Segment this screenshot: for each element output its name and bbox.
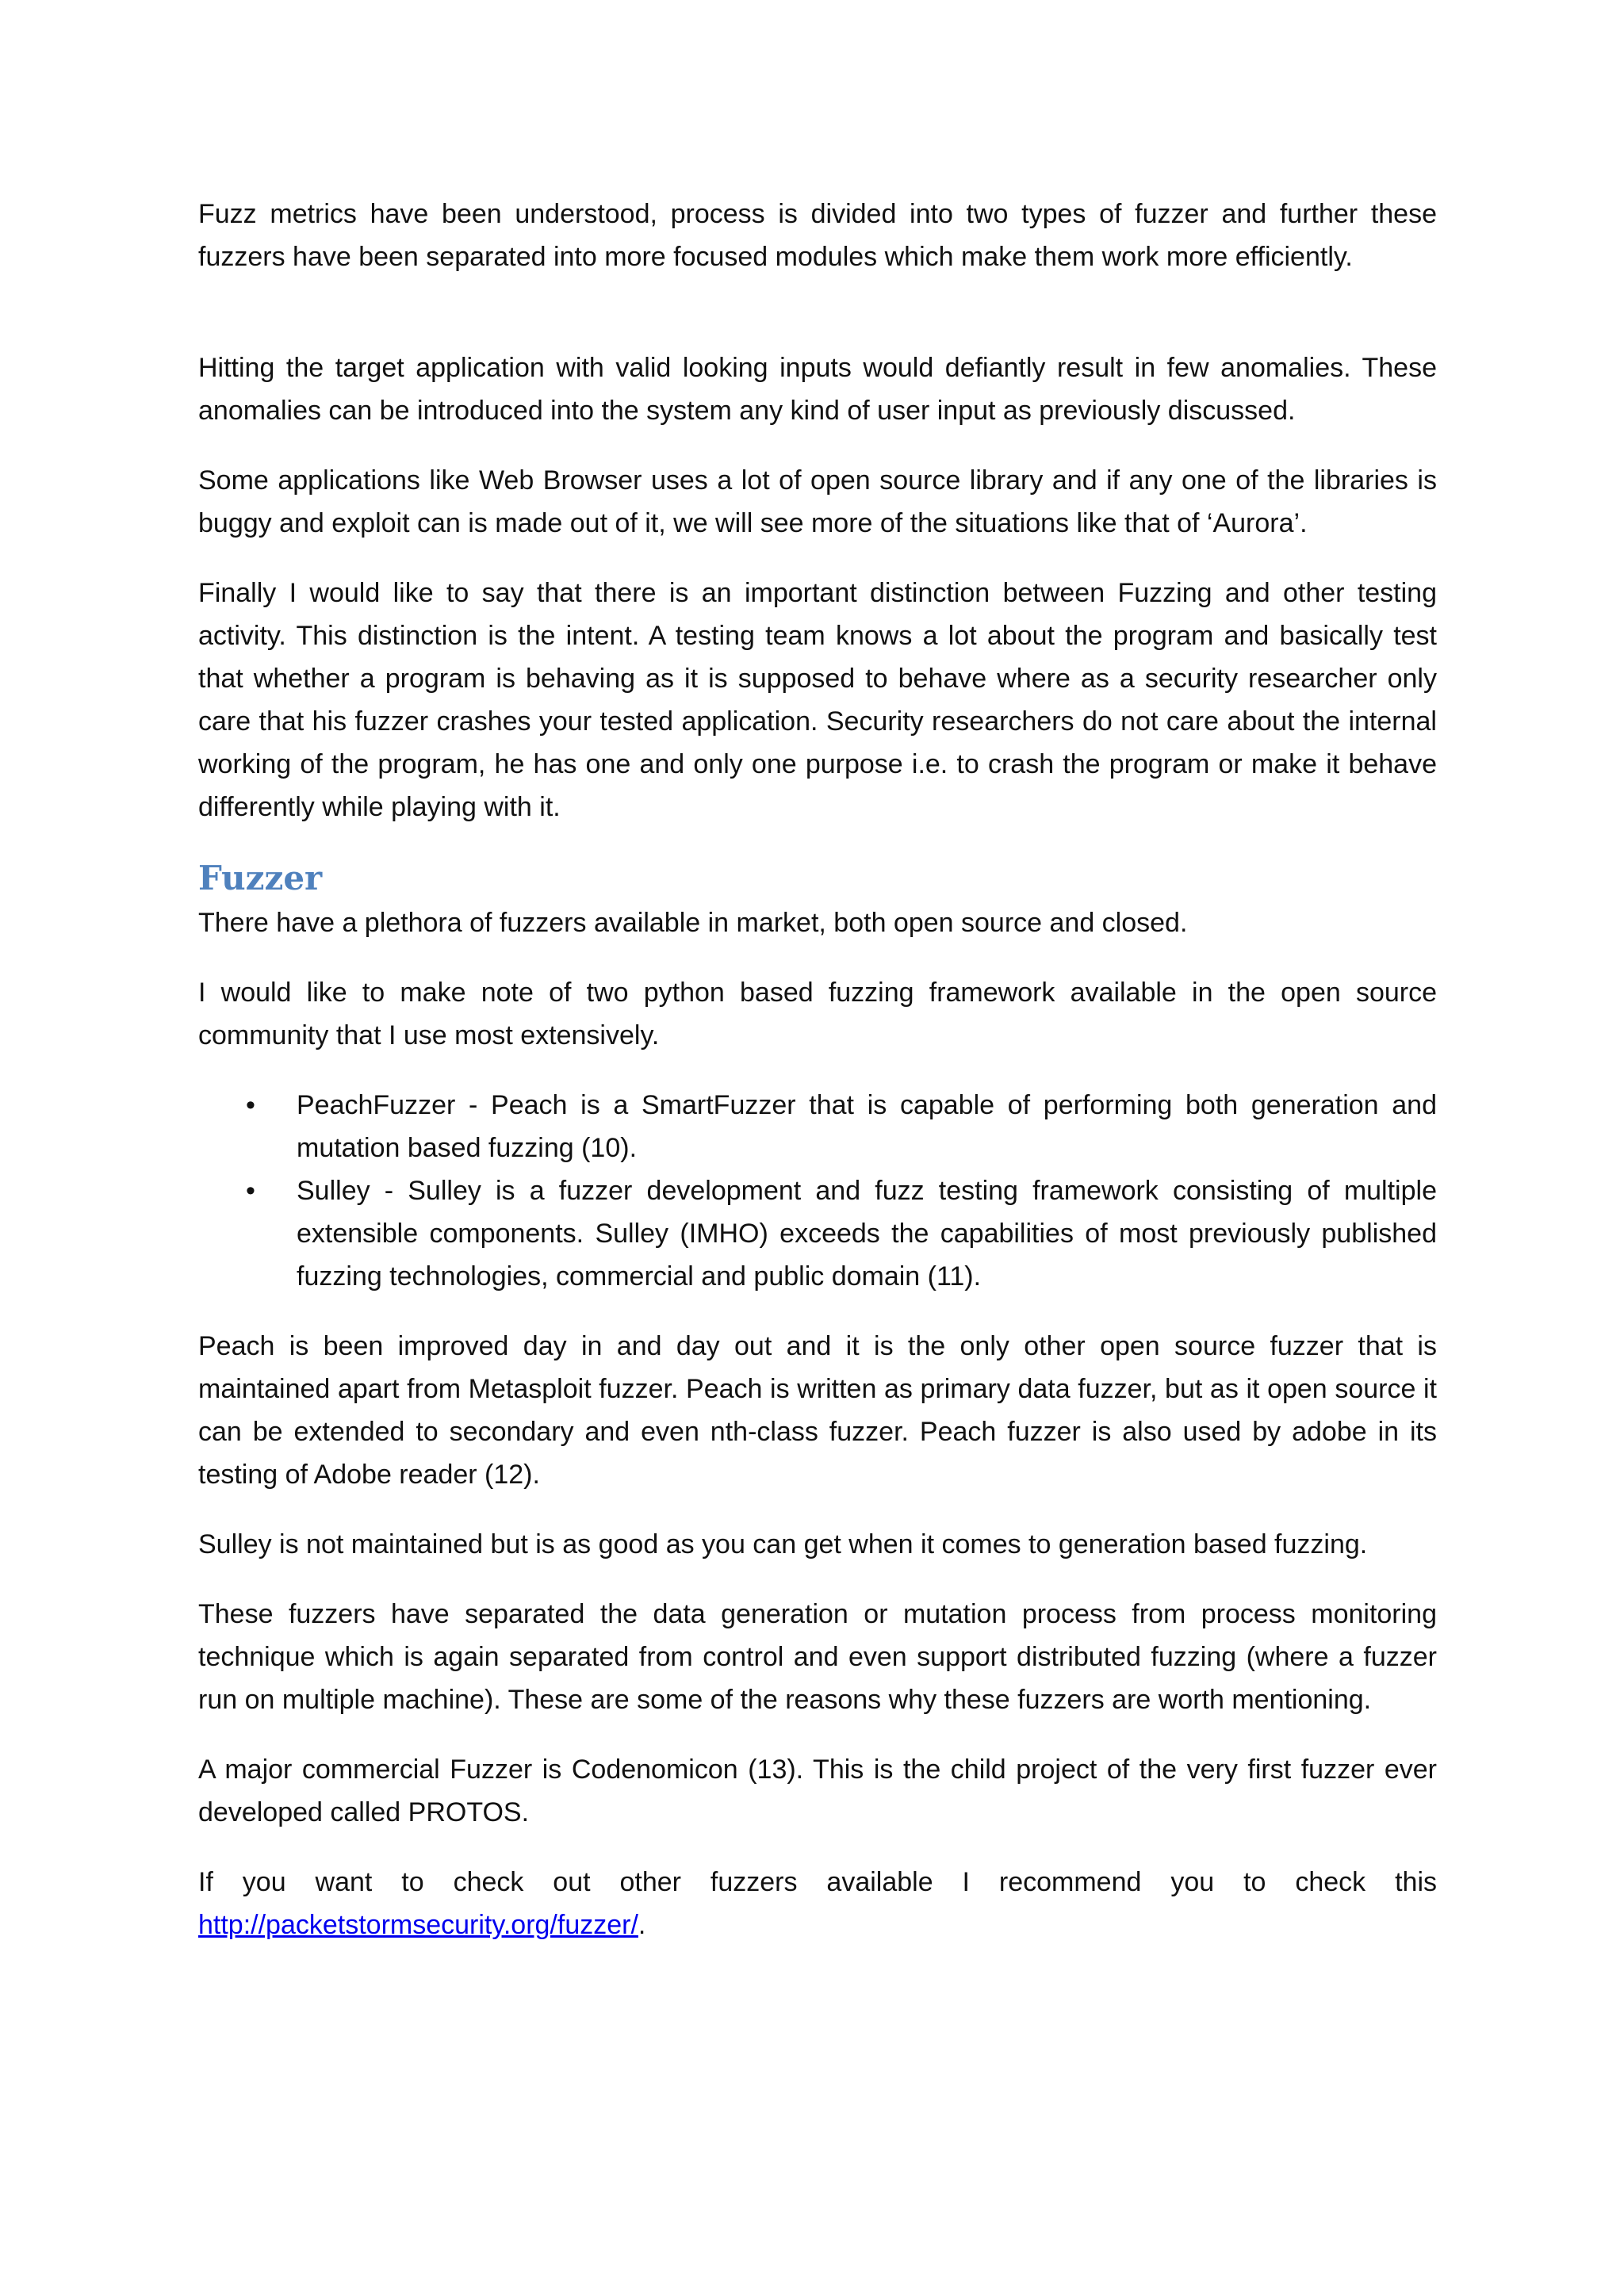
paragraph-peach: Peach is been improved day in and day out and it is the only other open source fuzzer that is maintained apart from Metasploit fuzzer. Peach is written as primary data fuzzer, but as it open source it can be extended to secondary and even nth-class fuzzer. Peach fuzzer is also used by adobe in its testing of Adobe reader (12). — [198, 1331, 1437, 1490]
list-item-peachfuzzer — [198, 1084, 1437, 1169]
link-suffix: . — [638, 1910, 646, 1940]
list-item-sulley — [198, 1169, 1437, 1298]
paragraph-separation: These fuzzers have separated the data generation or mutation process from process monitoring technique which is again separated from control and even support distributed fuzzing (where a fuzzer run on multiple machine). These are some of the reasons why these fuzzers are worth mentioning. — [198, 1599, 1437, 1715]
paragraph-plethora: There have a plethora of fuzzers available in market, both open source and closed. — [198, 908, 1188, 938]
fuzzer-list — [198, 1084, 1437, 1298]
bullet-icon: • — [246, 1090, 255, 1120]
paragraph-python-frameworks: I would like to make note of two python based fuzzing framework available in the open source community that I use most extensively. — [198, 978, 1437, 1050]
packetstorm-link[interactable]: http://packetstormsecurity.org/fuzzer/ — [198, 1910, 638, 1940]
paragraph-distinction: Finally I would like to say that there is an important distinction between Fuzzing and other testing activity. This distinction is the intent. A testing team knows a lot about the program and basically test that whether a program is behaving as it is supposed to behave where as a security researcher only care that his fuzzer crashes your tested application. Security researchers do not care about the internal working of the program, he has one and only one purpose i.e. to crash the program or make it behave differently while playing with it. — [198, 578, 1437, 822]
paragraph-sulley: Sulley is not maintained but is as good as you can get when it comes to generation based fuzzing. — [198, 1529, 1368, 1559]
paragraph-fuzz-metrics: Fuzz metrics have been understood, process is divided into two types of fuzzer and further these fuzzers have been separated into more focused modules which make them work more efficiently. — [198, 199, 1437, 272]
paragraph-check-fuzzers — [198, 1861, 1437, 1946]
bullet-icon: • — [246, 1176, 255, 1206]
list-item-text: PeachFuzzer - Peach is a SmartFuzzer that is capable of performing both generation and mutation based fuzzing (10). — [297, 1090, 1437, 1163]
paragraph-valid-inputs: Hitting the target application with valid looking inputs would defiantly result in few anomalies. These anomalies can be introduced into the system any kind of user input as previously discussed. — [198, 353, 1437, 426]
check-text: If you want to check out other fuzzers available I recommend you to check this — [198, 1867, 1437, 1897]
section-heading-fuzzer: Fuzzer — [198, 859, 323, 897]
paragraph-commercial: A major commercial Fuzzer is Codenomicon (13). This is the child project of the very first fuzzer ever developed called PROTOS. — [198, 1755, 1437, 1827]
list-item-text: Sulley - Sulley is a fuzzer development and fuzz testing framework consisting of multiple extensible components. Sulley (IMHO) exceeds the capabilities of most previously published fuzzing technologies, commercial and public domain (11). — [297, 1176, 1437, 1292]
paragraph-web-browser: Some applications like Web Browser uses a lot of open source library and if any one of the libraries is buggy and exploit can is made out of it, we will see more of the situations like that of ‘Aurora’. — [198, 465, 1437, 538]
document-page — [198, 193, 1437, 1973]
